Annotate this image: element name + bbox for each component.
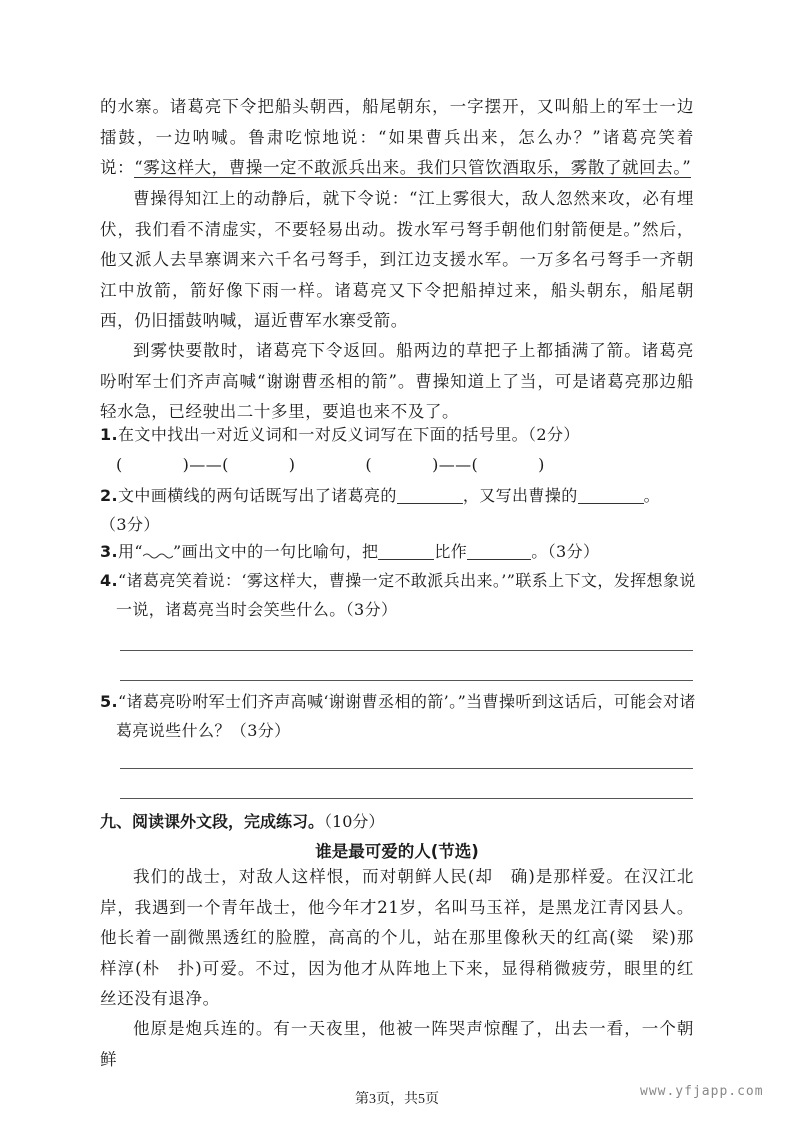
answer-antonym-close: ) xyxy=(538,455,545,474)
question-5-number: 5. xyxy=(100,692,119,711)
passage-p1-text: 的水寨。诸葛亮下令把船头朝西，船尾朝东，一字摆开，又叫船上的军士一边擂鼓，一边呐喊。鲁肃吃惊地说：“如果曹兵出来，怎么办？”诸葛亮笑着说： xyxy=(100,97,694,177)
question-2-number: 2. xyxy=(100,486,119,505)
question-5 xyxy=(100,687,710,745)
section-9-points: （10分） xyxy=(324,812,385,831)
question-3-text-a: 用“ xyxy=(118,542,143,561)
reading-title: 谁是最可爱的人(节选) xyxy=(315,842,479,861)
passage-paragraph-3: 到雾快要散时，诸葛亮下令返回。船两边的草把子上都插满了箭。诸葛亮吩咐军士们齐声高喊“谢谢曹丞相的箭”。曹操知道上了当，可是诸葛亮那边船轻水急，已经驶出二十多里，要追也来不及了。 xyxy=(100,341,694,421)
watermark: www.yfjapp.com xyxy=(640,1084,764,1099)
answer-synonym-close: ) xyxy=(288,455,296,474)
question-3-text-d: 。（3分） xyxy=(531,542,600,561)
passage-paragraph-1 xyxy=(100,92,694,184)
question-3-blank-1[interactable] xyxy=(378,541,434,560)
answer-line-q5-2[interactable] xyxy=(120,798,693,799)
question-2-text-b: ，又写出曹操的 xyxy=(462,486,578,505)
section-9-heading xyxy=(100,809,384,832)
reading-paragraph-1: 我们的战士，对敌人这样恨，而对朝鲜人民(却 确)是那样爱。在汉江北岸，我遇到一个青年战士，他今年才21岁，名叫马玉祥，是黑龙江青冈县人。他长着一副微黑透红的脸膛，高高的个儿，站在那里像秋天的红高(粱 梁)那样淳(朴 扑)可爱。不过，因为他才从阵地上下来，显得稍微疲劳，眼里的红丝还没有退净。 xyxy=(100,867,694,1008)
question-2-score: （3分） xyxy=(100,515,160,534)
answer-synonym-mid[interactable]: )——( xyxy=(182,455,229,474)
page-number: 第3页，共5页 xyxy=(355,1092,439,1107)
question-1-number: 1. xyxy=(100,425,119,444)
question-1-answer-row xyxy=(116,450,710,479)
answer-line-q4-1[interactable] xyxy=(120,650,693,651)
section-9-heading-text: 九、阅读课外文段，完成练习。 xyxy=(100,812,325,831)
answer-synonym-open: ( xyxy=(116,455,123,474)
reading-paragraph-2: 他原是炮兵连的。有一天夜里，他被一阵哭声惊醒了，出去一看，一个朝鲜 xyxy=(100,1019,694,1069)
question-3-text-b: ”画出文中的一句比喻句，把 xyxy=(173,542,379,561)
wavy-line-icon xyxy=(143,545,173,559)
question-3-number: 3. xyxy=(100,542,119,561)
question-3 xyxy=(100,537,694,566)
question-5-text: “诸葛亮吩咐军士们齐声高喊‘谢谢曹丞相的箭’。”当曹操听到这话后，可能会对诸葛亮说些什么？（3分） xyxy=(116,692,696,740)
question-1 xyxy=(100,420,694,449)
answer-line-q4-2[interactable] xyxy=(120,680,693,681)
question-3-blank-2[interactable] xyxy=(467,541,531,560)
question-2-blank-1[interactable] xyxy=(397,485,463,504)
question-2 xyxy=(100,481,694,510)
passage-paragraph-2: 曹操得知江上的动静后，就下令说：“江上雾很大，敌人忽然来攻，必有埋伏，我们看不清虚实，不要轻易出动。拨水军弓弩手朝他们射箭便是。”然后，他又派人去旱寨调来六千名弓弩手，到江边支援水军。一万多名弓弩手一齐朝江中放箭，箭好像下雨一样。诸葛亮又下令把船掉过来，船头朝东，船尾朝西，仍旧擂鼓呐喊，逼近曹军水寨受箭。 xyxy=(100,189,694,330)
underlined-sentences: “雾这样大，曹操一定不敢派兵出来。我们只管饮酒取乐，雾散了就回去。” xyxy=(134,158,692,177)
question-2-blank-2[interactable] xyxy=(578,485,644,504)
answer-antonym-open: ( xyxy=(365,455,373,474)
answer-antonym-mid[interactable]: )——( xyxy=(432,455,479,474)
answer-line-q5-1[interactable] xyxy=(120,768,693,769)
question-4 xyxy=(100,566,710,624)
question-3-text-c: 比作 xyxy=(434,542,468,561)
question-4-number: 4. xyxy=(100,571,119,590)
question-1-text: 在文中找出一对近义词和一对反义词写在下面的括号里。（2分） xyxy=(118,425,580,444)
question-2-text-c: 。 xyxy=(643,486,661,505)
question-2-text-a: 文中画横线的两句话既写出了诸葛亮的 xyxy=(118,486,397,505)
question-4-text: “诸葛亮笑着说：‘雾这样大，曹操一定不敢派兵出来。’”联系上下文，发挥想象说一说，诸葛亮当时会笑些什么。（3分） xyxy=(116,571,696,619)
